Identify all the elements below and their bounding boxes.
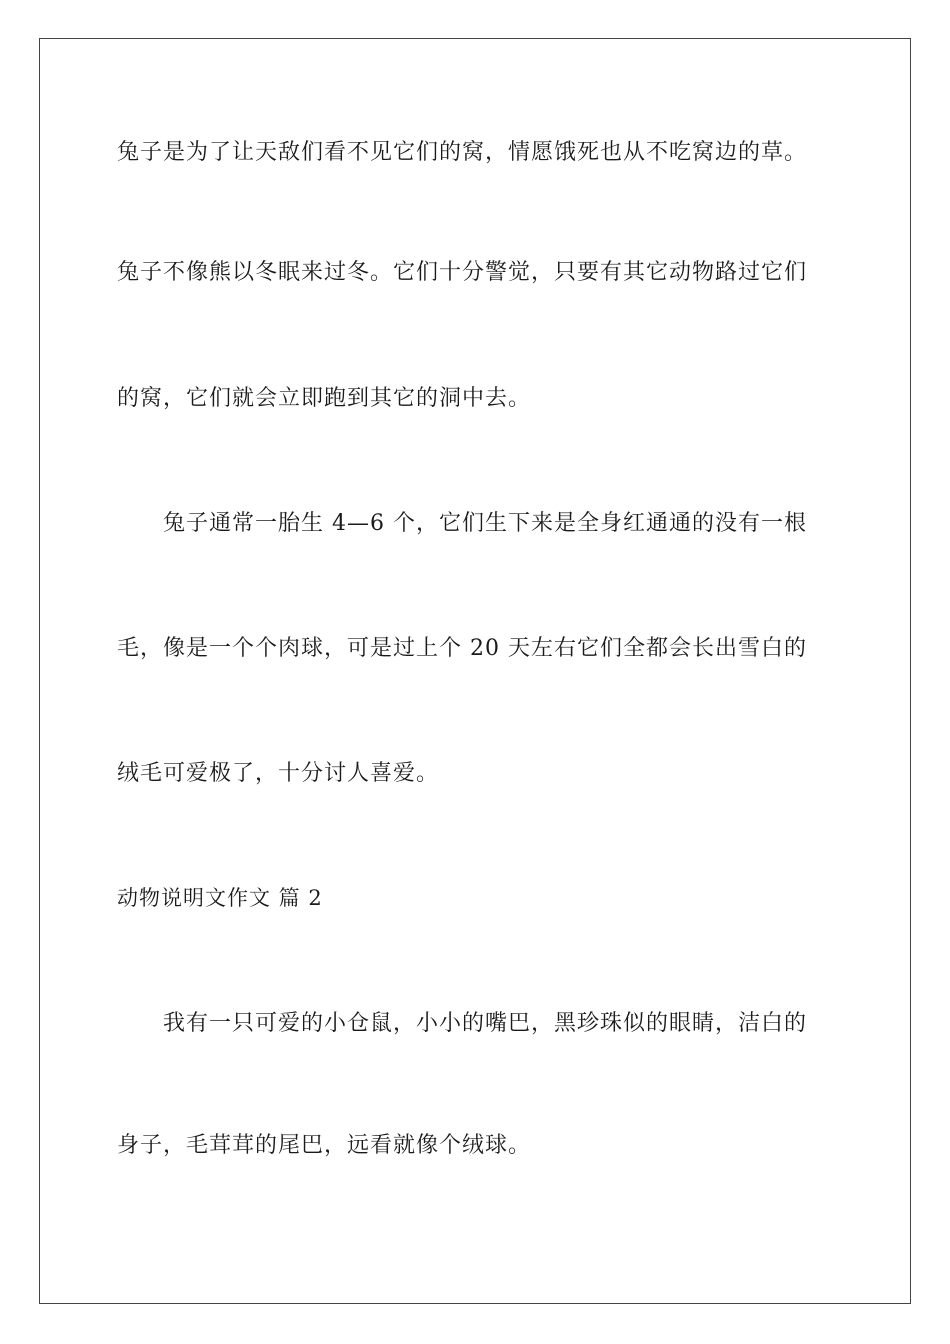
section-heading: 动物说明文作文 篇 2: [117, 886, 323, 910]
paragraph-line: 兔子通常一胎生 4—6 个，它们生下来是全身红通通的没有一根: [163, 511, 807, 536]
paragraph-line: 的窝，它们就会立即跑到其它的洞中去。: [117, 386, 532, 411]
paragraph-line: 我有一只可爱的小仓鼠，小小的嘴巴，黑珍珠似的眼睛，洁白的: [163, 1011, 808, 1036]
paragraph-line: 身子，毛茸茸的尾巴，远看就像个绒球。: [117, 1133, 532, 1158]
page-border: [39, 38, 911, 1304]
paragraph-line: 兔子是为了让天敌们看不见它们的窝，情愿饿死也从不吃窝边的草。: [117, 140, 808, 165]
paragraph-line: 绒毛可爱极了，十分讨人喜爱。: [117, 761, 440, 786]
paragraph-line: 兔子不像熊以冬眠来过冬。它们十分警觉，只要有其它动物路过它们: [117, 260, 808, 285]
paragraph-line: 毛，像是一个个肉球，可是过上个 20 天左右它们全都会长出雪白的: [117, 636, 807, 661]
